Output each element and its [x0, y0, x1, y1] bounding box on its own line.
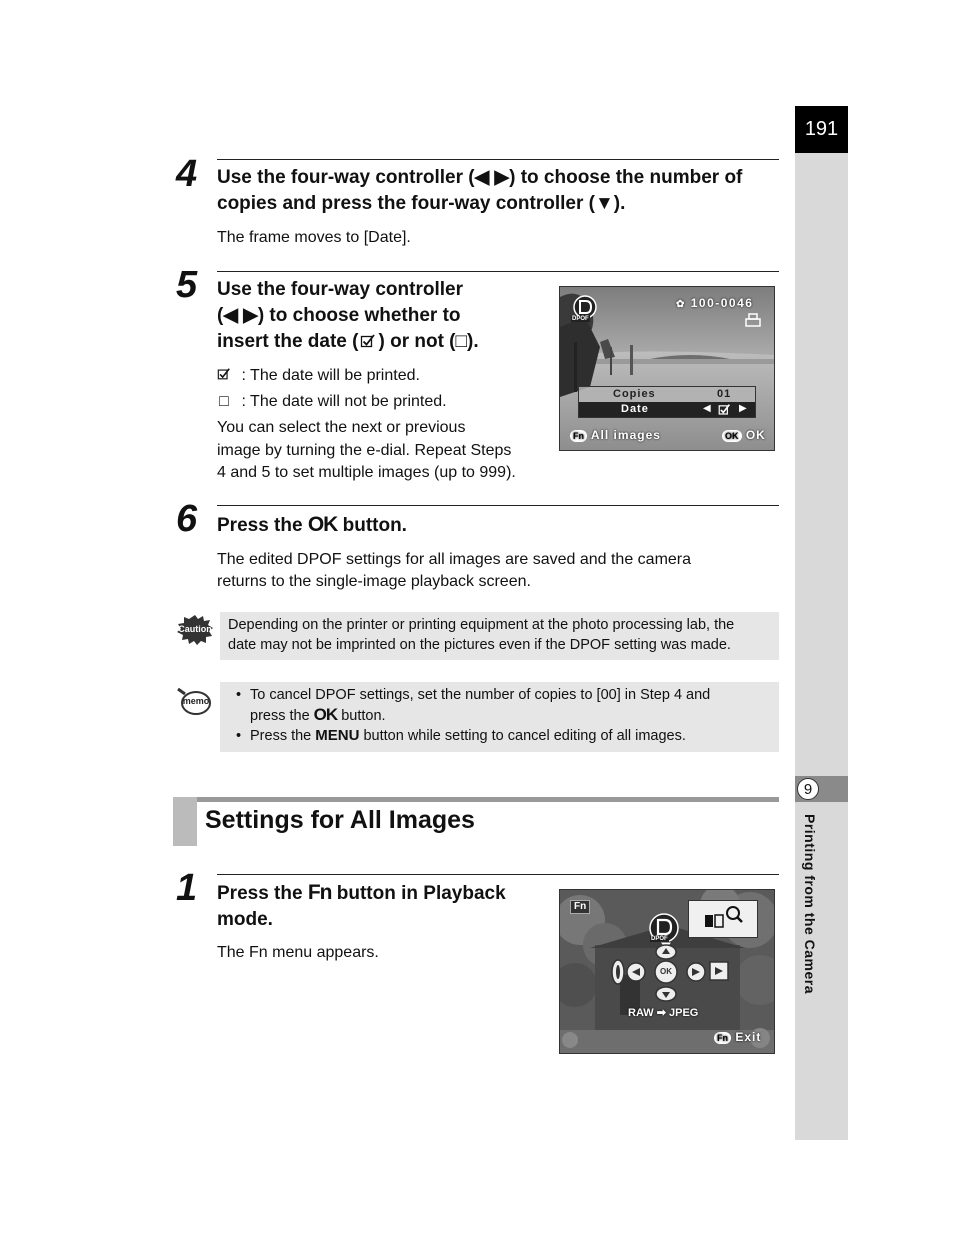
fn-badge: Fn: [570, 430, 587, 442]
date-row[interactable]: [579, 402, 755, 417]
copies-value: 01: [717, 388, 732, 400]
date-check-icon: [718, 403, 731, 416]
step-5-number: 5: [176, 264, 198, 306]
raw-to-jpeg-control[interactable]: [628, 1006, 698, 1019]
memo-box: [220, 682, 779, 752]
memo-icon: [176, 686, 212, 718]
step-5-item-unchecked-text: : The date will not be printed.: [241, 393, 447, 410]
dpof-icon-label: DPOF: [572, 316, 589, 322]
step-5-heading-line3-a: insert the date (: [217, 331, 359, 352]
ok-label: OK: [745, 428, 766, 442]
dpof-icon-label: DPOF: [651, 936, 668, 942]
step-4-number: 4: [176, 153, 198, 195]
chapter-title: Printing from the Camera: [802, 814, 818, 995]
section-title: Settings for All Images: [205, 806, 475, 834]
step-6-body: [217, 549, 787, 593]
dpof-screen: [559, 286, 775, 451]
memo-item-2-b: button while setting to cancel editing of all images.: [359, 728, 686, 744]
step-5-item-checked: [217, 365, 420, 387]
dpof-settings-panel: [578, 386, 756, 418]
date-check-icon: [217, 367, 231, 381]
step-5-heading-line2: (◀ ▶) to choose whether to: [217, 305, 461, 326]
step-5-body-line3: 4 and 5 to set multiple images (up to 999).: [217, 464, 516, 481]
ok-center-label: OK: [660, 967, 672, 976]
all-images-control[interactable]: [570, 428, 661, 442]
copies-row[interactable]: [579, 387, 755, 403]
step-1-body: The Fn menu appears.: [217, 944, 379, 961]
left-arrow-icon: ◀: [703, 403, 711, 414]
ok-control[interactable]: [722, 428, 766, 442]
memo-item-1-line1: • To cancel DPOF settings, set the number of copies to [00] in Step 4 and: [250, 687, 711, 703]
section-left-block: [173, 797, 197, 846]
step-6-number: 6: [176, 498, 198, 540]
dpof-icon: [572, 295, 598, 321]
ok-button-glyph: OK: [313, 705, 338, 724]
file-number-row: [676, 296, 753, 310]
compare-zoom-icon: [689, 901, 757, 937]
fn-menu-screen: [559, 889, 775, 1054]
step-5-body-line2: image by turning the e-dial. Repeat Steps: [217, 441, 512, 459]
step-1-number: 1: [176, 867, 198, 909]
step-4-body: The frame moves to [Date].: [217, 229, 411, 246]
arrow-right-icon: ➡: [656, 1007, 666, 1019]
step-1-heading: [217, 880, 547, 933]
step-1-rule: [217, 874, 779, 875]
memo-icon-label: memo: [182, 696, 210, 706]
memo-item-2: [240, 726, 773, 746]
date-check-icon: [360, 333, 376, 349]
memo-item-1-line2-b: button.: [337, 708, 386, 724]
step-6-body-line2: returns to the single-image playback screen.: [217, 573, 531, 590]
step-5-heading-line3-b: ) or not (□).: [378, 331, 479, 352]
step-6-heading: [217, 512, 407, 539]
step-5-heading-line1: Use the four-way controller: [217, 279, 463, 300]
step-5-item-unchecked: [217, 391, 447, 413]
page-number: 191: [795, 106, 848, 153]
memo-item-2-a: Press the: [250, 728, 316, 744]
folder-icon: ✿: [676, 299, 686, 310]
right-arrow-icon: ▶: [739, 403, 747, 414]
section-heading-block: [173, 797, 779, 846]
step-6-body-line1: The edited DPOF settings for all images are saved and the camera: [217, 551, 692, 568]
memo-item-1-line2-a: press the: [250, 708, 314, 724]
caution-line1: Depending on the printer or printing equipment at the photo processing lab, the: [228, 617, 735, 633]
step-6-heading-a: Press the: [217, 515, 308, 536]
caution-line2: date may not be imprinted on the pictures even if the DPOF setting was made.: [228, 637, 731, 653]
step-4-heading-line1: Use the four-way controller (◀ ▶) to choose the number of: [217, 167, 743, 188]
step-5-rule: [217, 271, 779, 272]
memo-list: [228, 685, 773, 746]
step-4-heading: [217, 165, 787, 217]
zoom-compare-panel[interactable]: [688, 900, 758, 938]
ok-badge: OK: [722, 430, 742, 442]
file-number: 100-0046: [690, 296, 754, 310]
step-6-heading-b: button.: [337, 515, 407, 536]
step-5-heading: [217, 277, 547, 355]
all-images-label: All images: [590, 428, 661, 442]
exit-label: Exit: [735, 1030, 762, 1044]
menu-button-glyph: MENU: [315, 727, 360, 744]
step-4-heading-line2: copies and press the four-way controller (▼).: [217, 193, 626, 214]
section-top-bar: [173, 797, 779, 802]
step-4-rule: [217, 159, 779, 160]
step-5-heading-line3: [217, 329, 547, 355]
memo-item-1: [240, 685, 773, 726]
ok-button-glyph: OK: [307, 513, 338, 536]
step-1-heading-b: button in Playback: [331, 883, 506, 904]
raw-label: RAW: [628, 1007, 654, 1019]
caution-icon-label: Caution: [178, 624, 212, 634]
jpeg-label: JPEG: [669, 1007, 699, 1019]
fn-badge: Fn: [714, 1032, 731, 1044]
fn-button-glyph: Fn: [307, 881, 332, 904]
step-1-heading-a: Press the: [217, 883, 308, 904]
exit-control[interactable]: [714, 1030, 761, 1044]
step-5-body-line1: You can select the next or previous: [217, 419, 466, 436]
step-1-heading-line1: [217, 880, 547, 907]
fn-badge: Fn: [570, 900, 590, 914]
memo-item-1-line2: [250, 705, 773, 726]
chapter-number: 9: [797, 778, 819, 800]
step-6-rule: [217, 505, 779, 506]
empty-box-icon: □: [219, 393, 229, 410]
print-icon: [744, 313, 762, 332]
step-5-item-checked-text: : The date will be printed.: [241, 367, 420, 384]
caution-icon: [176, 614, 214, 646]
step-1-heading-line2: mode.: [217, 909, 273, 930]
copies-label: Copies: [613, 388, 656, 400]
caution-box: [220, 612, 779, 660]
step-5-body: [217, 417, 547, 485]
date-label: Date: [621, 403, 649, 415]
